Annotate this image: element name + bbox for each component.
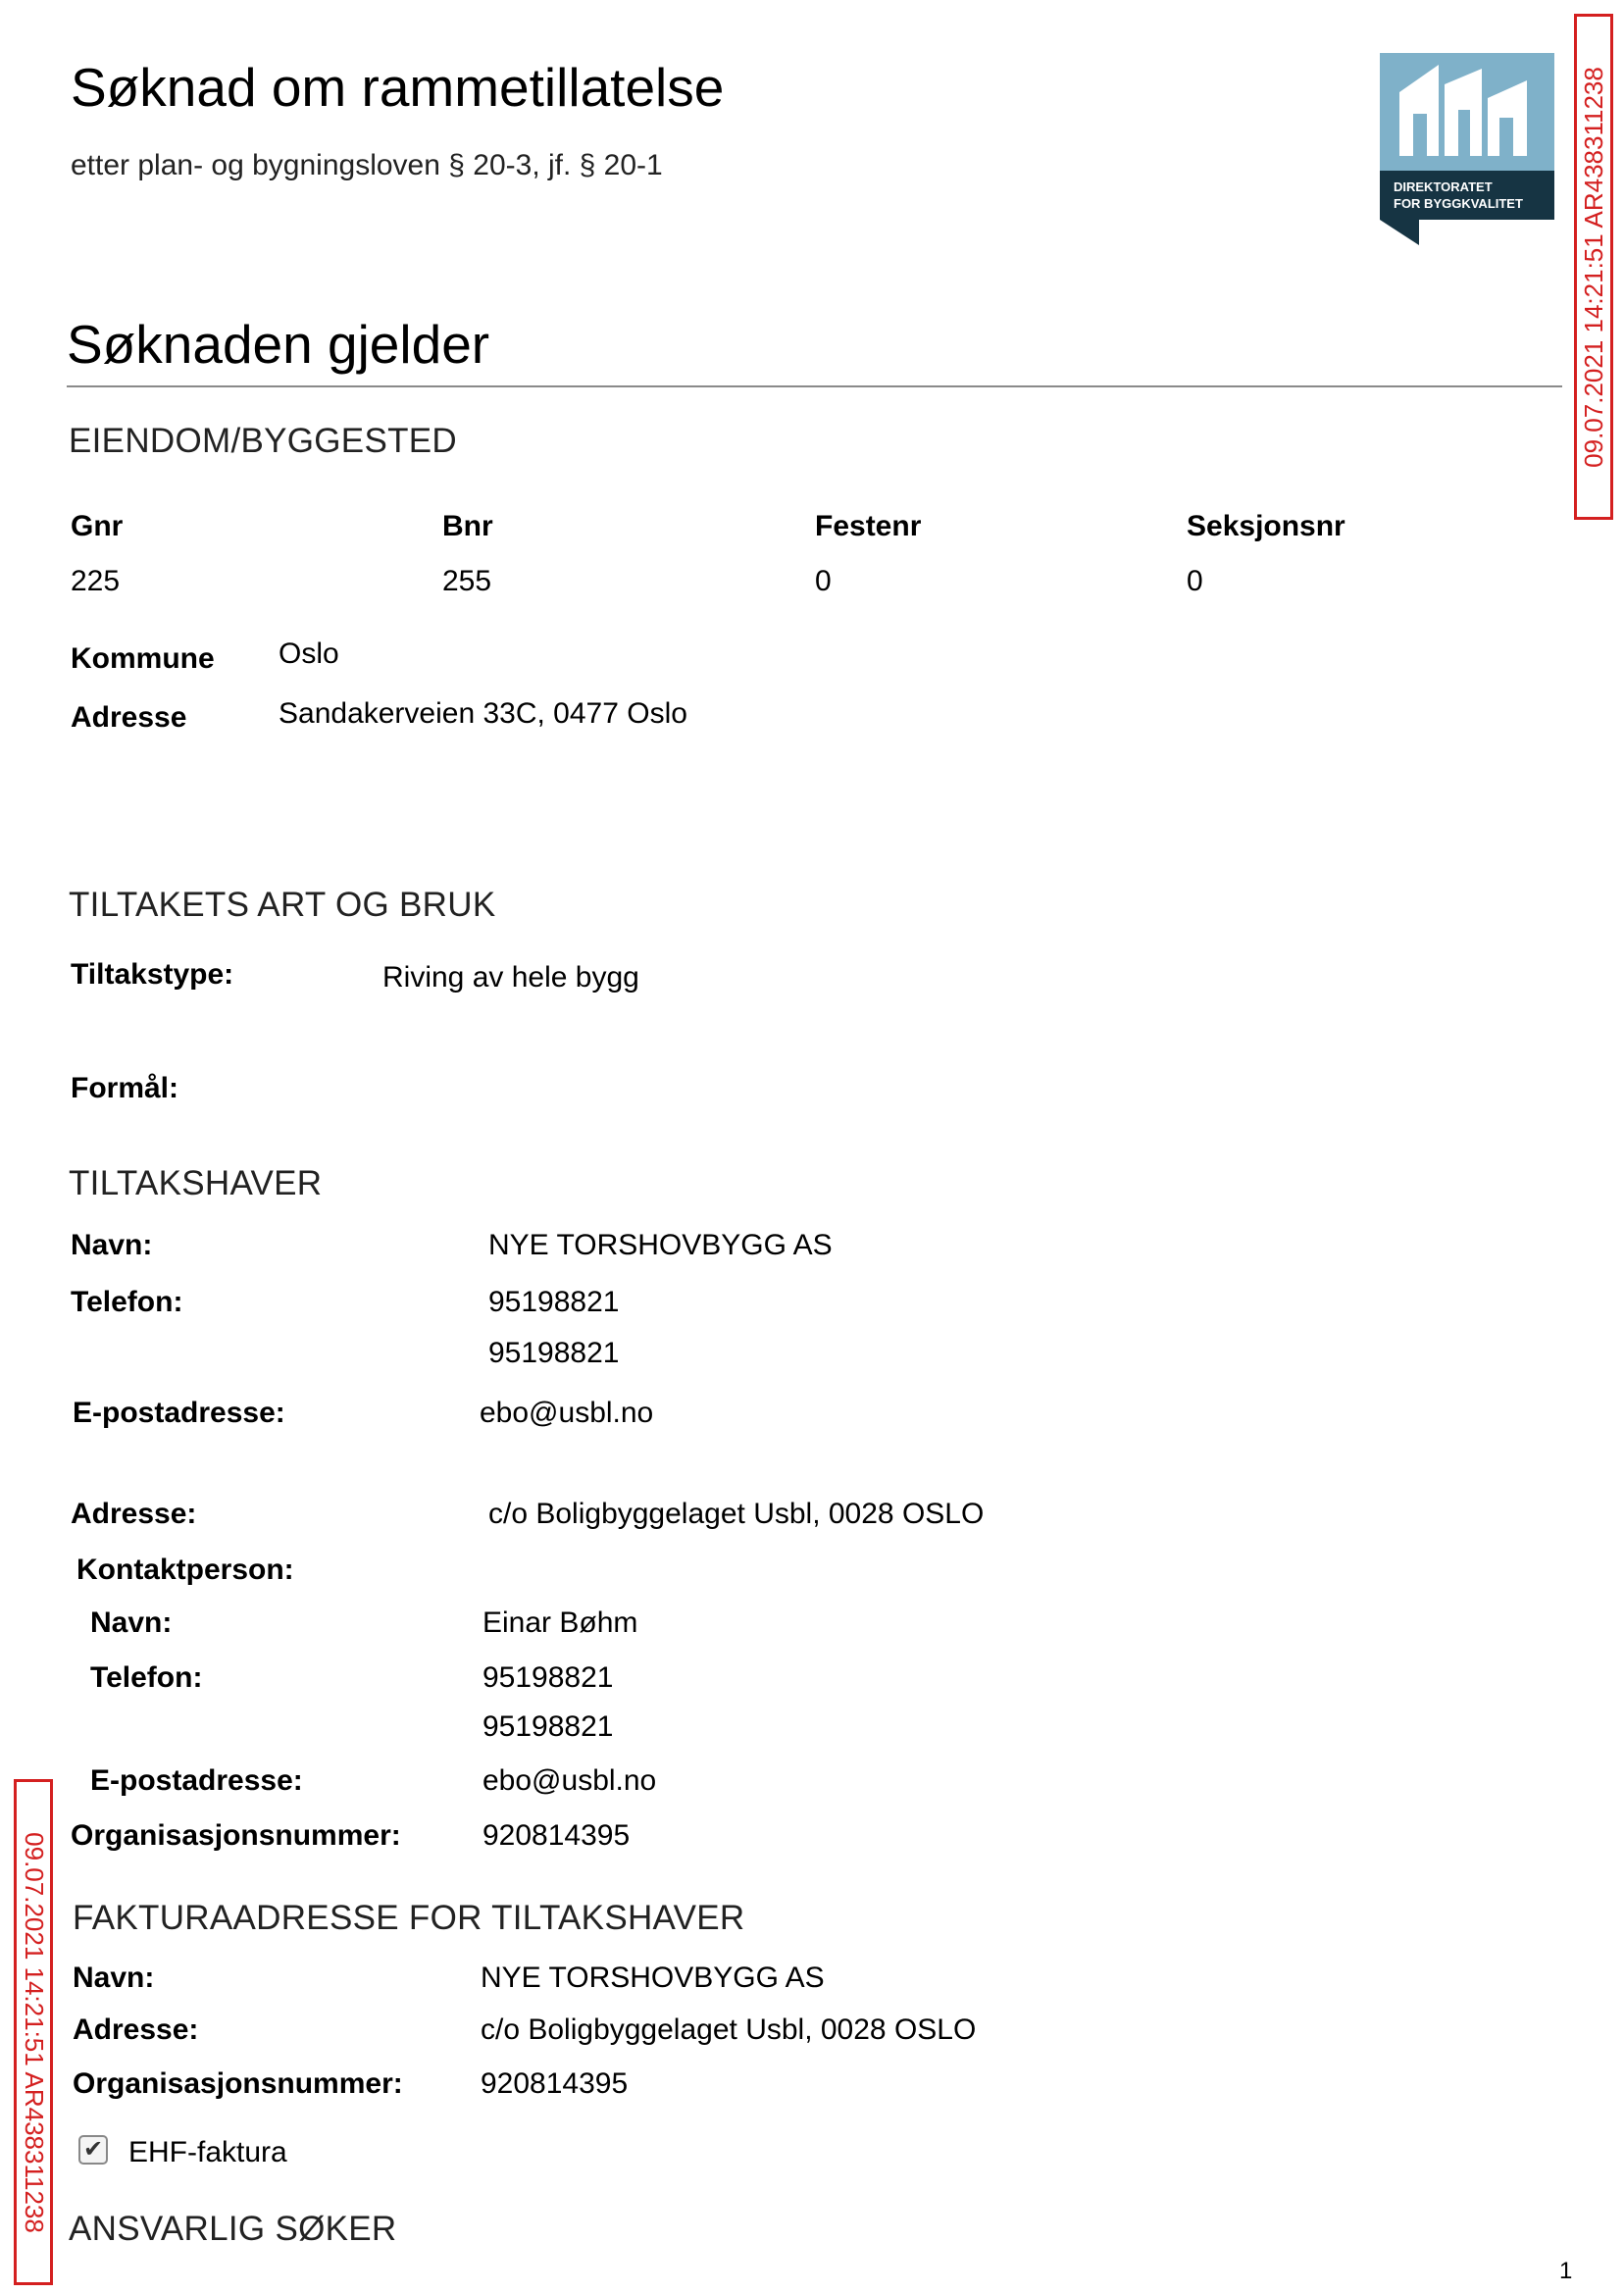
bnr-label: Bnr: [442, 510, 493, 542]
billing-address-value: c/o Boligbyggelaget Usbl, 0028 OSLO: [481, 2014, 977, 2046]
stamp-text-left: 09.07.2021 14:21:51 AR438311238: [19, 1831, 49, 2233]
seksjonsnr-label: Seksjonsnr: [1187, 510, 1345, 542]
contact-phone-value-2: 95198821: [482, 1710, 614, 1743]
section-applicant: TILTAKSHAVER: [69, 1164, 323, 1202]
contact-phone-value-1: 95198821: [482, 1661, 614, 1694]
applicant-phone-label: Telefon:: [71, 1286, 183, 1318]
timestamp-stamp-right: [1574, 14, 1613, 520]
ehf-faktura-label: EHF-faktura: [128, 2136, 287, 2168]
kommune-label: Kommune: [71, 642, 215, 675]
building-logo-icon: [1380, 53, 1554, 245]
applicant-address-value: c/o Boligbyggelaget Usbl, 0028 OSLO: [488, 1498, 985, 1530]
billing-name-label: Navn:: [73, 1962, 155, 1994]
tiltakstype-value: Riving av hele bygg: [382, 961, 639, 994]
contact-name-label: Navn:: [90, 1606, 173, 1639]
timestamp-stamp-left: [14, 1779, 53, 2285]
heading-divider: [67, 385, 1562, 387]
logo-text-line2: FOR BYGGKVALITET: [1394, 196, 1523, 211]
contact-person-label: Kontaktperson:: [76, 1554, 294, 1586]
section-property: EIENDOM/BYGGESTED: [69, 422, 457, 460]
contact-phone-label: Telefon:: [90, 1661, 203, 1694]
applicant-phone-value-1: 95198821: [488, 1286, 620, 1318]
document-title: Søknad om rammetillatelse: [71, 57, 725, 118]
contact-email-label: E-postadresse:: [90, 1764, 303, 1797]
gnr-value: 225: [71, 565, 121, 597]
adresse-value: Sandakerveien 33C, 0477 Oslo: [279, 697, 687, 730]
adresse-label: Adresse: [71, 701, 187, 734]
billing-orgnr-value: 920814395: [481, 2067, 629, 2100]
contact-name-value: Einar Bøhm: [482, 1606, 638, 1639]
billing-address-label: Adresse:: [73, 2014, 199, 2046]
checkmark-icon: ✔: [82, 2136, 104, 2163]
stamp-text-right: 09.07.2021 14:21:51 AR438311238: [1578, 66, 1608, 468]
festenr-label: Festenr: [815, 510, 922, 542]
applicant-email-label: E-postadresse:: [73, 1397, 285, 1429]
section-responsible: ANSVARLIG SØKER: [69, 2210, 397, 2248]
tiltakstype-label: Tiltakstype:: [71, 958, 234, 991]
document-subtitle: etter plan- og bygningsloven § 20-3, jf. § 20-1: [71, 149, 663, 181]
billing-name-value: NYE TORSHOVBYGG AS: [481, 1962, 825, 1994]
billing-orgnr-label: Organisasjonsnummer:: [73, 2067, 403, 2100]
applicant-phone-value-2: 95198821: [488, 1337, 620, 1369]
section-measure: TILTAKETS ART OG BRUK: [69, 886, 496, 924]
seksjonsnr-value: 0: [1187, 565, 1203, 597]
dibk-logo: [1380, 53, 1554, 245]
applicant-name-label: Navn:: [71, 1229, 153, 1261]
formal-label: Formål:: [71, 1072, 179, 1104]
bnr-value: 255: [442, 565, 492, 597]
kommune-value: Oslo: [279, 637, 339, 670]
applicant-address-label: Adresse:: [71, 1498, 197, 1530]
applicant-orgnr-value: 920814395: [482, 1819, 631, 1852]
gnr-label: Gnr: [71, 510, 124, 542]
festenr-value: 0: [815, 565, 832, 597]
applicant-name-value: NYE TORSHOVBYGG AS: [488, 1229, 833, 1261]
contact-email-value: ebo@usbl.no: [482, 1764, 657, 1797]
section-billing: FAKTURAADRESSE FOR TILTAKSHAVER: [73, 1899, 745, 1937]
applicant-orgnr-label: Organisasjonsnummer:: [71, 1819, 401, 1852]
main-heading: Søknaden gjelder: [67, 314, 490, 375]
ehf-faktura-checkbox[interactable]: [78, 2135, 108, 2165]
page-number: 1: [1559, 2258, 1573, 2284]
logo-text-line1: DIREKTORATET: [1394, 179, 1493, 194]
applicant-email-value: ebo@usbl.no: [480, 1397, 654, 1429]
